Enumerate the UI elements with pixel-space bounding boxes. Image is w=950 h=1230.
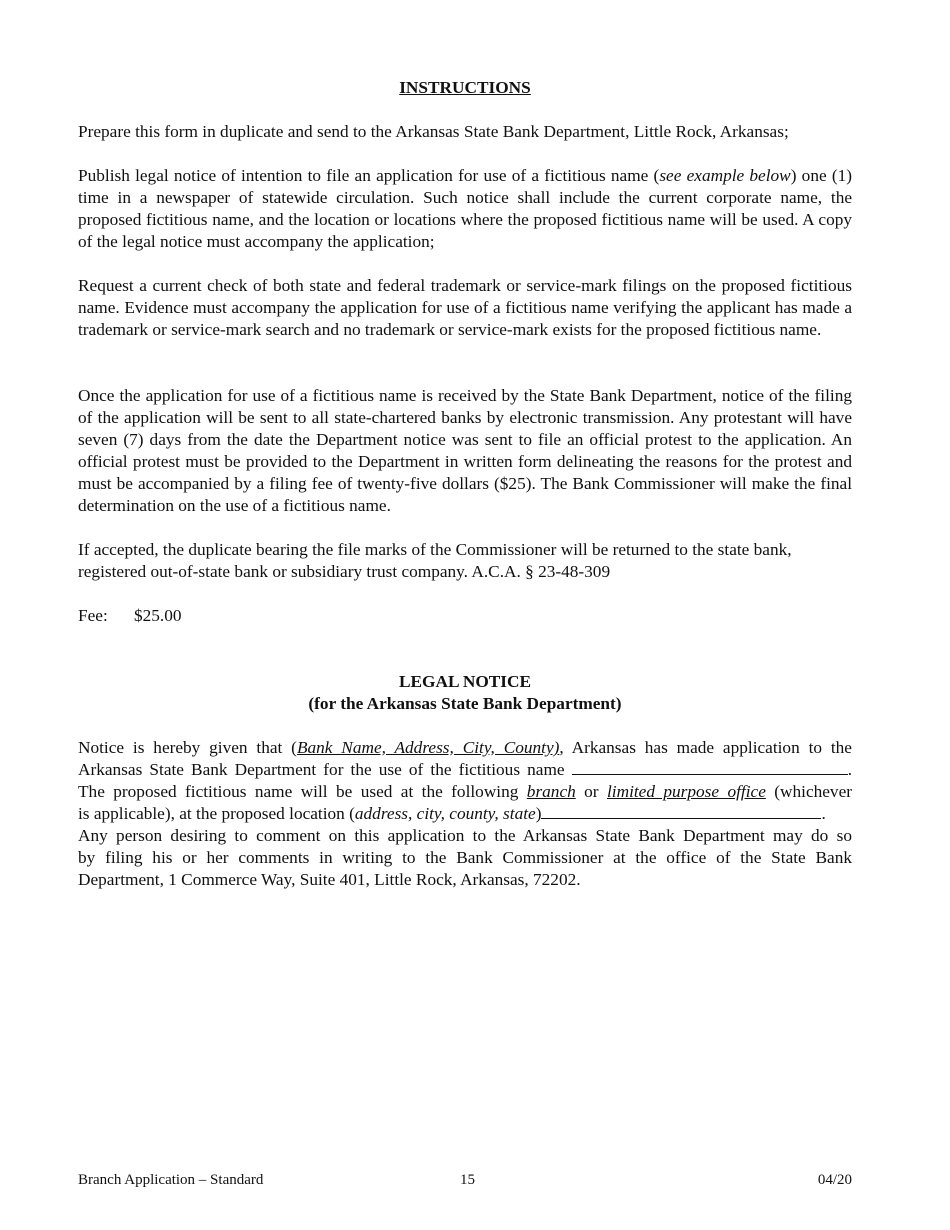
fee-label: Fee: (78, 606, 108, 625)
p2-emphasis: see example below (659, 166, 791, 185)
notice-line-5 (78, 825, 852, 847)
limited-purpose-office-option: limited purpose office (606, 782, 766, 801)
instruction-paragraph-4: Once the application for use of a fictitious name is received by the State Bank Department, notice of the filing of the application will be sent to all state-chartered banks by electronic transmission. Any protestant will have seven (7) days from the date the Department notice was sent to file an official protest to the application. An official protest must be provided to the Department in written form delineating the reasons for the protest and must be accompanied by a filing fee of twenty-five dollars ($25). The Bank Commissioner will make the final determination on the use of a fictitious name. (78, 386, 852, 515)
notice-text: Department, 1 Commerce Way, Suite 401, Little Rock, Arkansas, 72202. (78, 870, 581, 889)
footer-revision-date: 04/20 (817, 1172, 852, 1188)
fee-value: $25.00 (134, 606, 182, 625)
notice-line-3 (78, 781, 852, 803)
notice-text: Any person desiring to comment on this application to the Arkansas State Bank Department may do so (78, 826, 852, 845)
notice-line-1 (78, 737, 852, 759)
notice-line-2 (78, 759, 852, 781)
fictitious-name-blank[interactable] (572, 759, 848, 775)
branch-option: branch (526, 782, 576, 801)
period: . (821, 804, 826, 823)
notice-text: , Arkansas has made application to the (559, 738, 852, 757)
fee-line (78, 605, 182, 627)
legal-notice-body (78, 737, 852, 891)
period: . (847, 760, 853, 779)
legal-notice-subtitle: (for the Arkansas State Bank Department) (308, 694, 622, 713)
instruction-paragraph-1: Prepare this form in duplicate and send to the Arkansas State Bank Department, Little Rock, Arkansas; (78, 122, 789, 141)
footer-form-name: Branch Application – Standard (78, 1172, 264, 1188)
notice-text: by filing his or her comments in writing to the Bank Commissioner at the office of the State Bank (78, 848, 852, 867)
document-page (78, 0, 852, 1230)
instruction-paragraph-3: Request a current check of both state and federal trademark or service-mark filings on the proposed fictitious name. Evidence must accompany the application for use of a fictitious name verifying the applicant has made a trademark or service-mark search and no trademark or service-mark exists for the proposed fictitious name. (78, 276, 852, 339)
instruction-paragraph-5: If accepted, the duplicate bearing the file marks of the Commissioner will be returned to the state bank, registered out-of-state bank or subsidiary trust company. A.C.A. § 23-48-309 (78, 540, 792, 581)
p2-text-a: Publish legal notice of intention to file an application for use of a fictitious name ( (78, 166, 660, 185)
notice-text: ) (535, 804, 542, 823)
notice-text: Notice is hereby given that ( (78, 738, 297, 757)
notice-line-4 (78, 803, 852, 825)
notice-text: Arkansas State Bank Department for the use of the fictitious name (78, 760, 565, 779)
notice-text: (whichever (765, 782, 852, 801)
notice-text: or (575, 782, 607, 801)
legal-notice-heading (78, 671, 852, 715)
notice-text: is applicable), at the proposed location ( (78, 804, 355, 823)
instructions-title: INSTRUCTIONS (399, 78, 531, 97)
footer-page-number: 15 (460, 1172, 475, 1188)
bank-name-placeholder: Bank Name, Address, City, County) (296, 738, 560, 757)
location-placeholder: address, city, county, state (354, 804, 536, 823)
instruction-paragraph-2 (78, 165, 852, 253)
notice-text: The proposed fictitious name will be used at the following (78, 782, 527, 801)
location-blank[interactable] (541, 803, 821, 819)
notice-line-7 (78, 869, 852, 891)
legal-notice-title: LEGAL NOTICE (398, 672, 532, 691)
p2-text-b: ) one (1) time in a newspaper of statewide circulation. Such notice shall include the current corporate name, the proposed fictitious name, and the location or locations where the proposed fictitious name will be used. A copy of the legal notice must accompany the application; (78, 166, 853, 251)
notice-line-6 (78, 847, 852, 869)
